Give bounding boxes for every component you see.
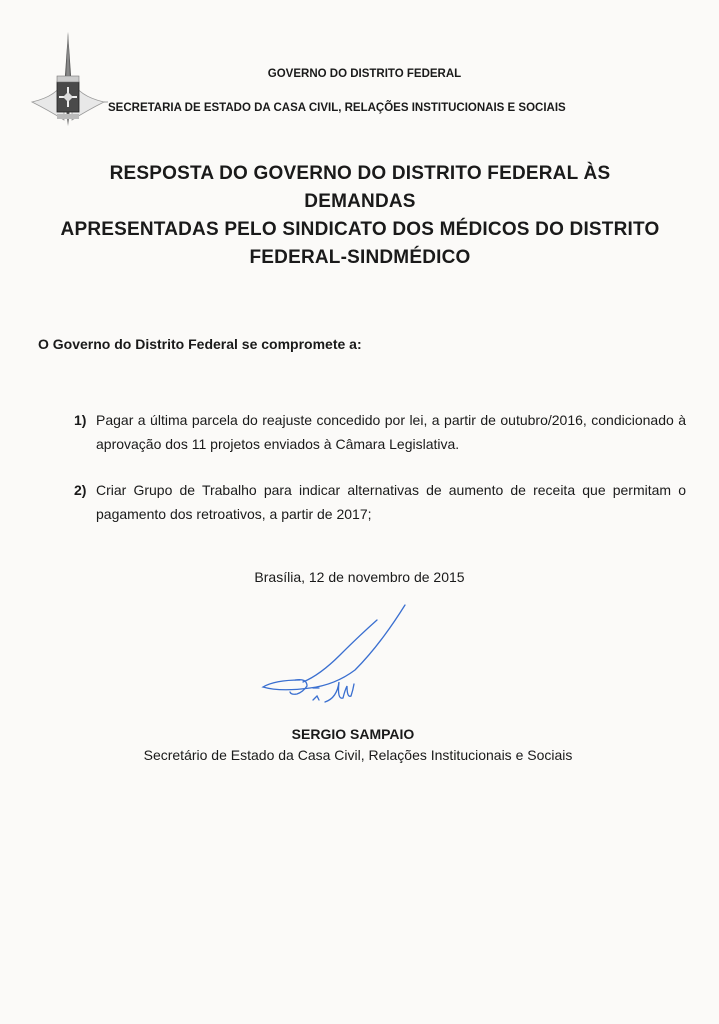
title-line: RESPOSTA DO GOVERNO DO DISTRITO FEDERAL ÀS DEMANDAS (109, 163, 611, 212)
title-line: FEDERAL-SINDMÉDICO (249, 247, 471, 268)
commitment-item (74, 408, 686, 456)
signatory-role: Secretário de Estado da Casa Civil, Relações Institucionais e Sociais (143, 747, 573, 763)
title-line: APRESENTADAS PELO SINDICATO DOS MÉDICOS DO DISTRITO (60, 219, 660, 240)
item-number: 1) (74, 412, 87, 428)
header-government: GOVERNO DO DISTRITO FEDERAL (267, 68, 462, 80)
signatory-name: SERGIO SAMPAIO (291, 726, 415, 742)
document-title (60, 160, 660, 272)
date-line: Brasília, 12 de novembro de 2015 (254, 569, 465, 585)
intro-statement: O Governo do Distrito Federal se compromete a: (38, 336, 362, 352)
commitment-item (74, 478, 686, 526)
handwritten-signature (255, 600, 415, 725)
item-text: Pagar a última parcela do reajuste concedido por lei, a partir de outubro/2016, condicionado à aprovação dos 11 projetos enviados à Câmara Legislativa. (96, 412, 686, 452)
item-number: 2) (74, 482, 87, 498)
header-secretariat: SECRETARIA DE ESTADO DA CASA CIVIL, RELAÇÕES INSTITUCIONAIS E SOCIAIS (108, 102, 566, 114)
item-text: Criar Grupo de Trabalho para indicar alternativas de aumento de receita que permitam o pagamento dos retroativos, a partir de 2017; (96, 482, 686, 522)
